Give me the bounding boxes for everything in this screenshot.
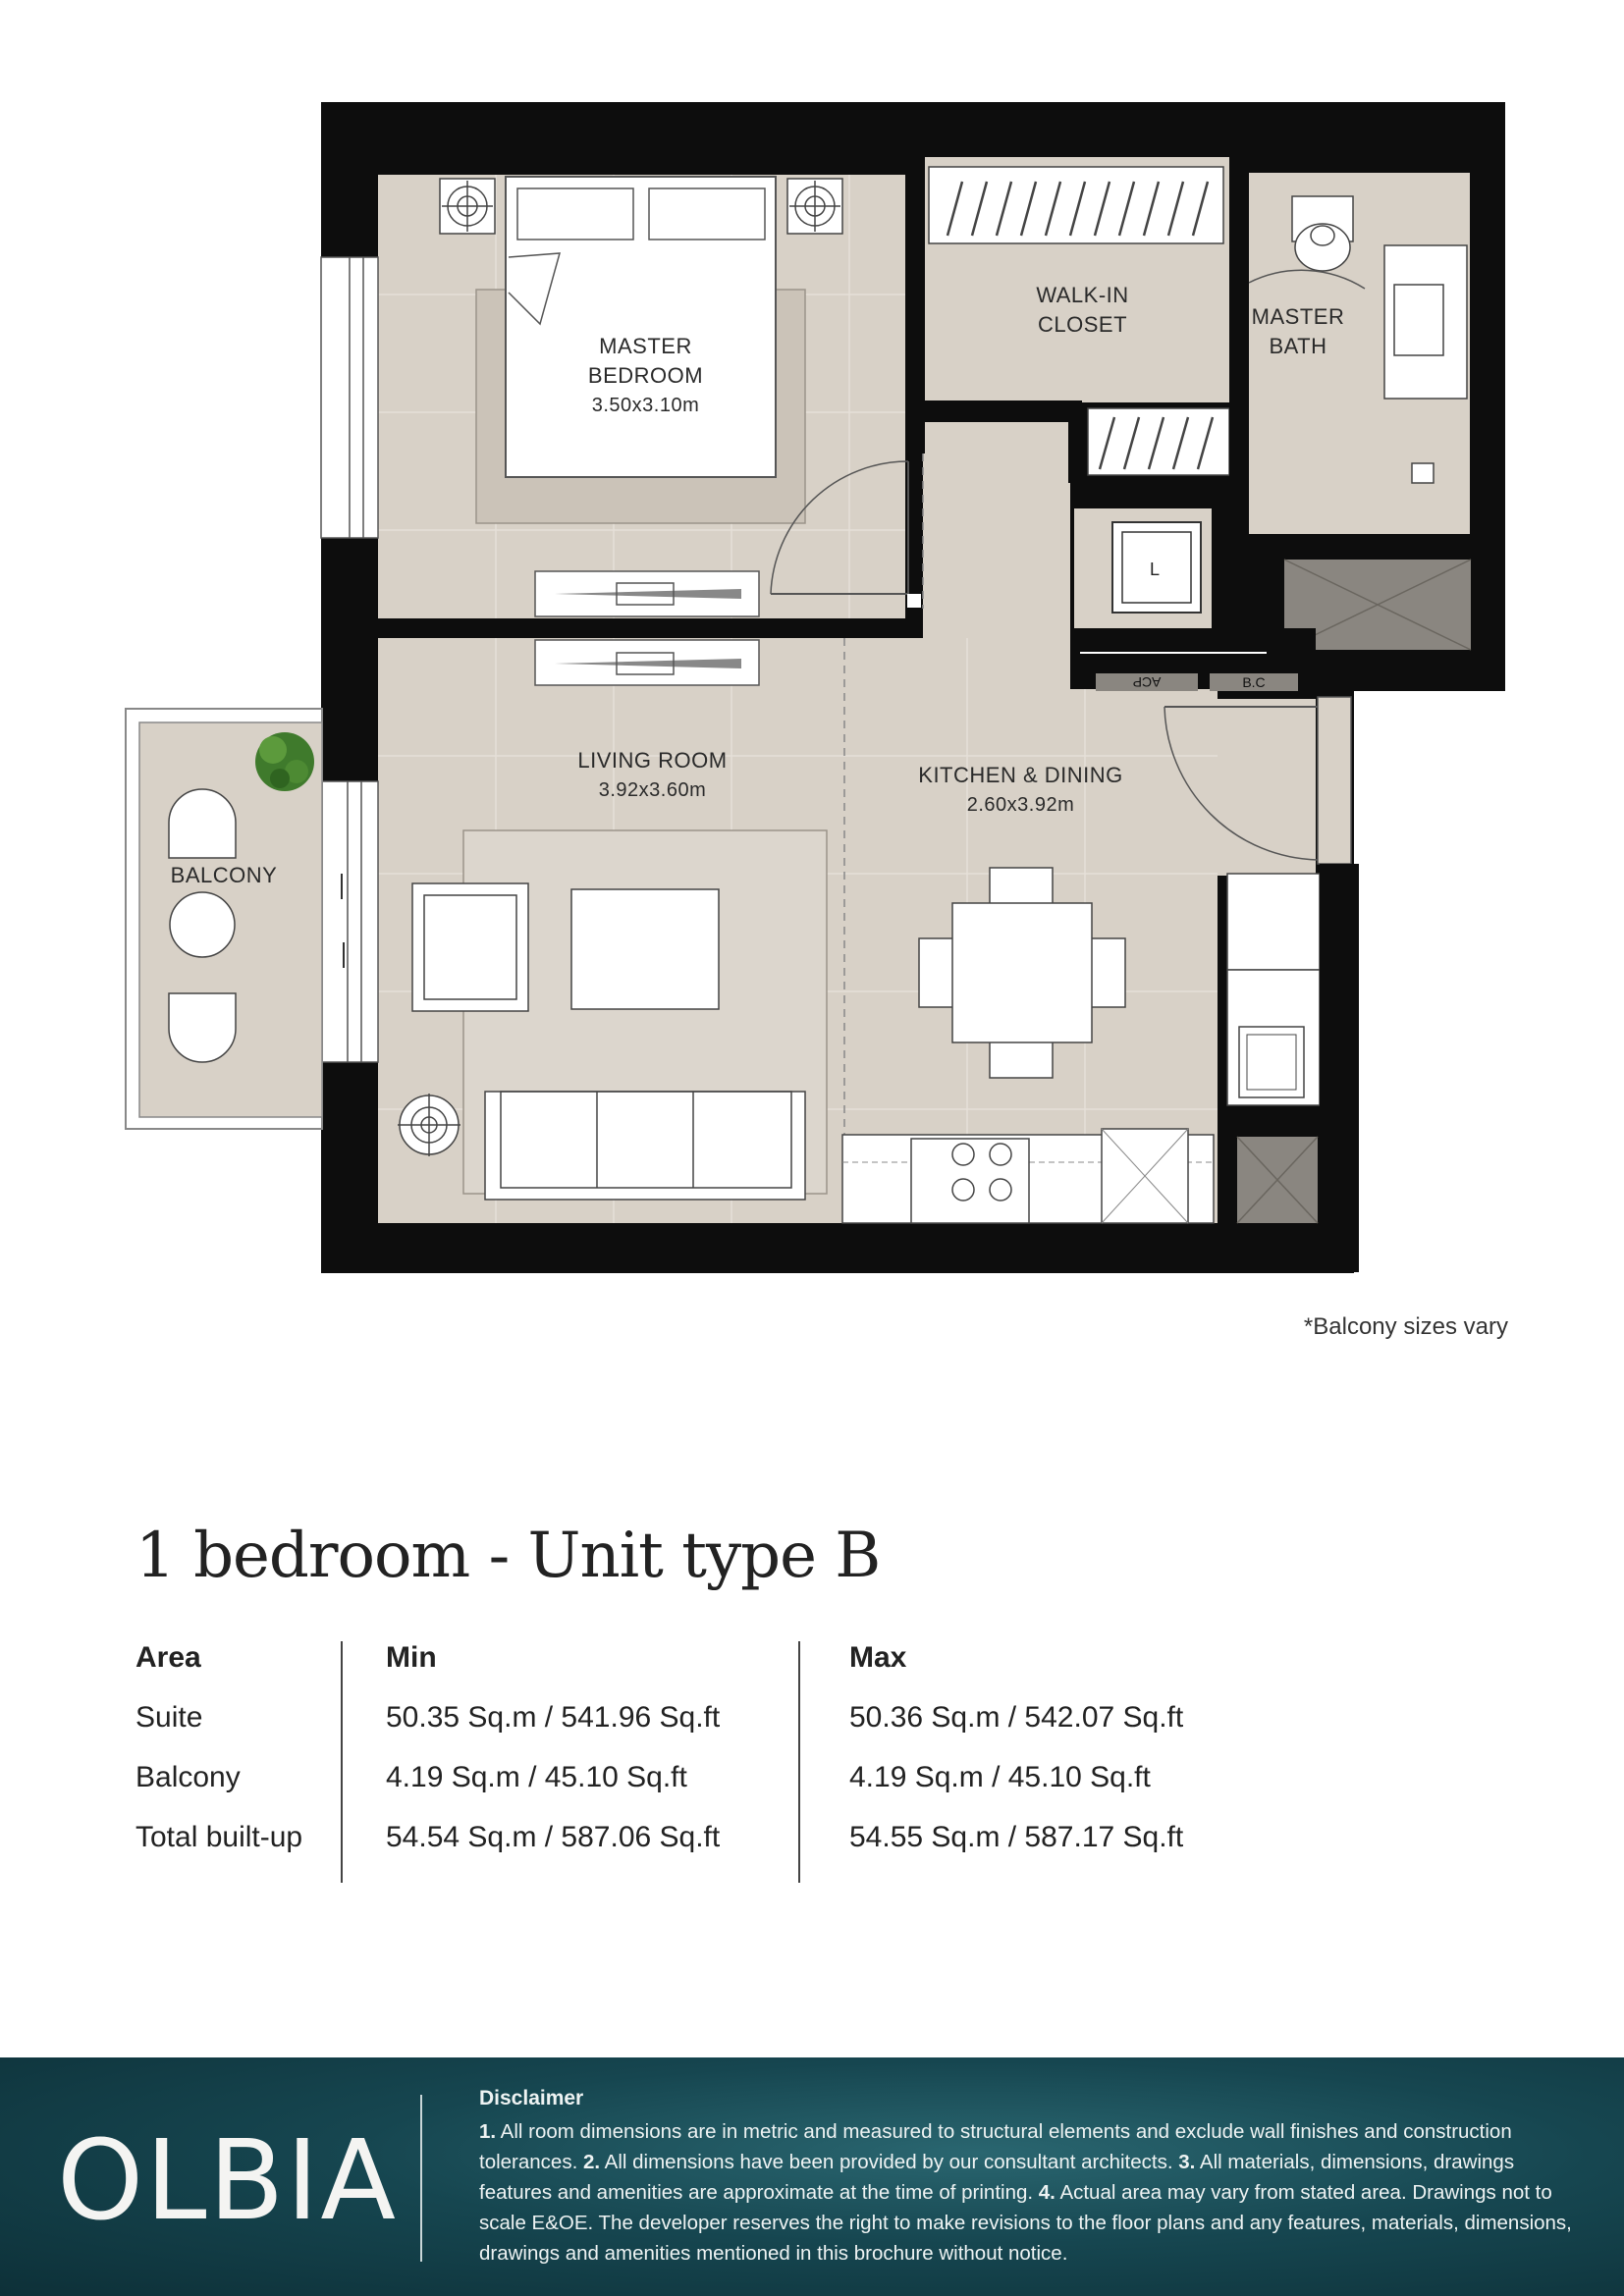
min-value: 4.19 Sq.m / 45.10 Sq.ft [386,1761,687,1793]
corridor-floor [923,422,1070,648]
room-label-balcony [165,861,283,890]
area-max-column [849,1641,1281,1867]
row-label: Balcony [135,1761,241,1793]
lamp-right [787,179,842,234]
item-text: All dimensions have been provided by our consultant architects. [600,2151,1179,2173]
unit-title: 1 bedroom - Unit type B [135,1520,881,1592]
disclaimer-title: Disclaimer [479,2087,584,2109]
max-value: 50.36 Sq.m / 542.07 Sq.ft [849,1701,1184,1734]
row-label: Total built-up [135,1821,303,1853]
row-label: Suite [135,1701,203,1734]
min-value: 54.54 Sq.m / 587.06 Sq.ft [386,1821,721,1853]
sofa [485,1092,805,1200]
footer-divider [420,2095,422,2262]
wardrobe-bottom [1088,408,1229,475]
disclaimer-text [479,2116,1579,2269]
footer [0,2057,1624,2296]
item-number: 1. [479,2120,497,2143]
room-label-living-room [552,746,753,805]
lamp-left [440,179,495,234]
item-number: 4. [1038,2181,1056,2204]
column-header-area: Area [135,1641,201,1674]
bedroom-window [321,257,378,538]
vanity [1384,245,1467,399]
max-value: 54.55 Sq.m / 587.17 Sq.ft [849,1821,1184,1853]
room-label-kitchen-dining [905,761,1136,820]
bc-tag: B.C [1242,674,1266,690]
max-value: 4.19 Sq.m / 45.10 Sq.ft [849,1761,1151,1793]
room-name: KITCHEN & DINING [918,763,1123,787]
item-text: All room dimensions are in metric and measured to structural elements and exclude wall finishes and construction tolerances. [479,2120,1512,2173]
laundry-tag: L [1149,560,1161,579]
room-name: WALK-IN CLOSET [1036,283,1129,337]
armchair [412,883,528,1011]
area-min-column [386,1641,818,1867]
room-dimensions: 2.60x3.92m [966,794,1075,816]
column-header-min: Min [386,1641,437,1674]
kitchen-side-floor [1218,699,1316,876]
balcony-note: *Balcony sizes vary [1303,1313,1508,1340]
column-header-max: Max [849,1641,907,1674]
living-window [321,781,378,1062]
item-text: Actual area may vary from stated area. Drawings not to scale E&OE. The developer reserves the right to make revisions to the floor plans and any features, materials, dimensions, drawings and amenities mentioned in this brochure without notice. [479,2181,1572,2265]
area-label-column [135,1641,332,1867]
room-name: MASTER BEDROOM [587,334,704,388]
shower-drain [1412,463,1434,483]
item-number: 2. [582,2151,601,2173]
coffee-table [571,889,719,1009]
balcony-plant [255,732,314,791]
room-name: LIVING ROOM [577,748,728,773]
column-divider [341,1641,343,1883]
min-value: 50.35 Sq.m / 541.96 Sq.ft [386,1701,721,1734]
acp-tag: ACP [1132,674,1162,690]
room-label-master-bedroom [560,332,731,420]
room-label-walk-in-closet [1001,281,1164,340]
brand-logo: OLBIA [57,2117,399,2245]
fridge-counter [1227,874,1320,970]
column-divider [798,1641,800,1883]
disclaimer [479,2087,1579,2269]
room-name: BALCONY [170,863,278,887]
balcony-chairs [169,789,236,1062]
room-dimensions: 3.92x3.60m [598,779,707,801]
item-text: All materials, dimensions, drawings features and amenities are approximate at the time of printing. [479,2151,1515,2204]
room-dimensions: 3.50x3.10m [591,395,700,416]
item-number: 3. [1178,2151,1196,2173]
room-label-master-bath [1243,302,1353,361]
room-name: MASTER BATH [1251,304,1345,358]
